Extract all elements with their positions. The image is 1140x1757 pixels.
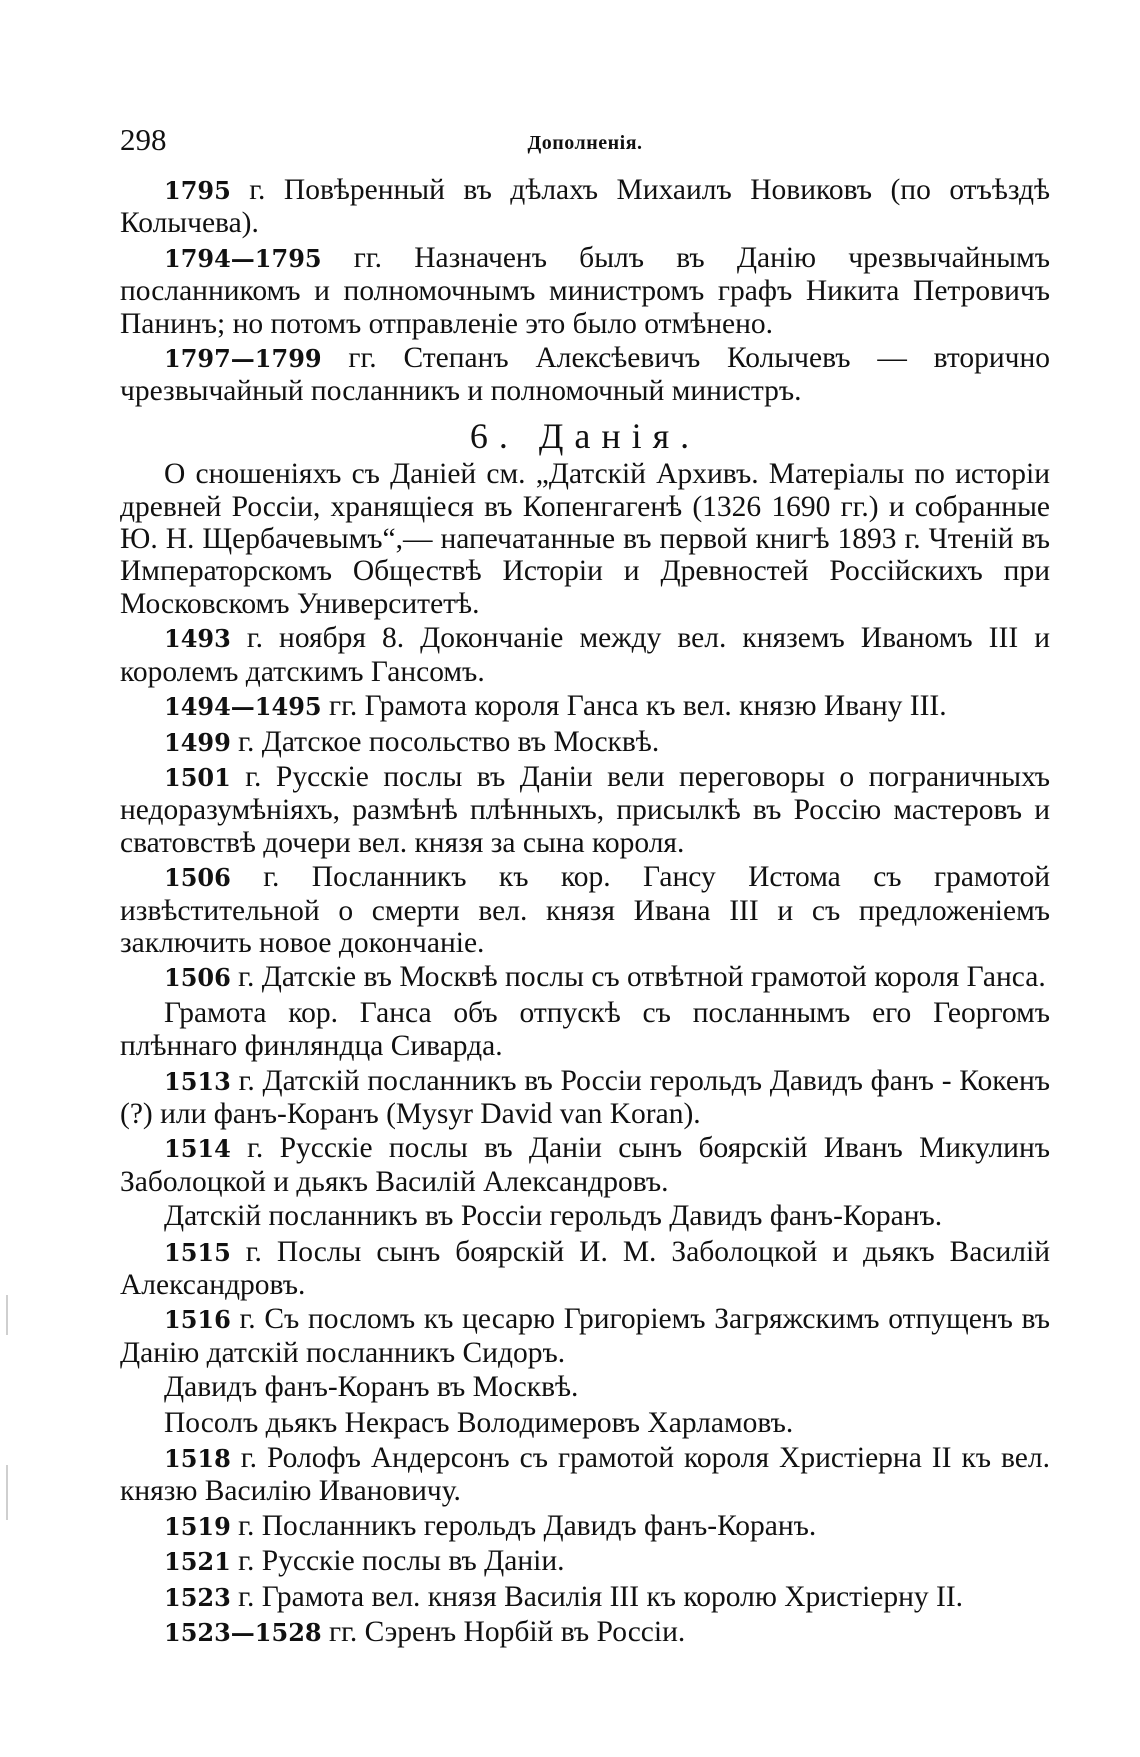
entry <box>120 861 1050 959</box>
entry <box>120 1581 1050 1614</box>
scan-edge-mark <box>6 1295 8 1335</box>
running-title: Дополненія. <box>527 132 643 154</box>
entry-text: Датскій посланникъ въ Россіи герольдъ Давидъ фанъ-Коранъ. <box>164 1200 943 1233</box>
year: 1499 <box>164 727 231 757</box>
entry <box>120 1371 1050 1404</box>
paragraph-text: г. Повѣренный въ дѣлахъ Михаилъ Новиковъ (по отъѣздѣ Колычева). <box>120 174 1050 240</box>
paragraph-text: гг. Степанъ Алексѣевичъ Колычевъ — вторично чрезвычайный посланникъ и полномочный министръ. <box>120 342 1050 408</box>
paragraph <box>120 342 1050 408</box>
entry-text: г. Съ посломъ къ цесарю Григоріемъ Загряжскимъ отпущенъ въ Данію датскій посланникъ Сидоръ. <box>120 1303 1050 1369</box>
year: 1513 <box>164 1066 231 1096</box>
entry-text: г. ноября 8. Докончаніе между вел. княземъ Иваномъ III и королемъ датскимъ Гансомъ. <box>120 622 1050 688</box>
page-number: 298 <box>120 122 167 157</box>
entry <box>120 726 1050 759</box>
entry <box>120 622 1050 688</box>
year: 1523—1528 <box>164 1618 322 1648</box>
year: 1501 <box>164 762 231 792</box>
section-intro: О сношеніяхъ съ Даніей см. „Датскій Архивъ. Матеріалы по исторіи древней Россіи, хранящіеся въ Копенгагенѣ (1326 1690 гг.) и собранные Ю. Н. Щербачевымъ“,— напечатанные въ первой книгѣ 1893 г. Чтеній въ Императорскомъ Обществѣ Исторіи и Древностей Россійскихъ при Московскомъ Университетѣ. <box>120 458 1050 620</box>
page-header <box>120 122 1050 162</box>
entry <box>120 1407 1050 1440</box>
entry-text: гг. Грамота короля Ганса къ вел. князю Ивану III. <box>321 690 947 723</box>
year: 1794—1795 <box>164 243 322 273</box>
entry <box>120 1132 1050 1198</box>
entry-text: г. Посланникъ герольдъ Давидъ фанъ-Коранъ. <box>230 1509 817 1542</box>
year: 1506 <box>164 963 231 993</box>
entry <box>120 961 1050 994</box>
year: 1795 <box>164 176 231 205</box>
entry <box>120 1236 1050 1302</box>
entry-text: г. Грамота вел. князя Василія III къ королю Христіерну II. <box>230 1580 964 1613</box>
entry <box>120 1303 1050 1369</box>
entry-text: г. Ролофъ Андерсонъ съ грамотой короля Христіерна II къ вел. князю Василію Ивановичу. <box>120 1442 1050 1508</box>
entry-text: Грамота кор. Ганса объ отпускѣ съ посланнымъ его Георгомъ плѣннаго финляндца Сиварда. <box>120 996 1050 1063</box>
year: 1493 <box>164 624 231 654</box>
entry <box>120 1545 1050 1578</box>
year: 1797—1799 <box>164 344 322 374</box>
year: 1518 <box>164 1444 231 1474</box>
entry-text: г. Послы сынъ боярскій И. М. Заболоцкой и дьякъ Василій Александровъ. <box>120 1235 1050 1301</box>
year: 1494—1495 <box>164 692 322 722</box>
entry-text: Давидъ фанъ-Коранъ въ Москвѣ. <box>164 1371 579 1404</box>
entry-text: г. Русскіе послы въ Даніи вели переговоры о пограничныхъ недоразумѣніяхъ, размѣнѣ плѣнныхъ, присылкѣ въ Россію мастеровъ и сватовствѣ дочери вел. князя за сына короля. <box>120 760 1050 859</box>
entry-text: г. Датское посольство въ Москвѣ. <box>230 725 660 758</box>
entry-text: г. Русскіе послы въ Даніи сынъ боярскій Иванъ Микулинъ Заболоцкой и дьякъ Василій Александровъ. <box>120 1132 1050 1198</box>
year: 1523 <box>164 1582 231 1612</box>
page-body <box>120 174 1050 1649</box>
entry <box>120 761 1050 859</box>
entry-text: г. Датскіе въ Москвѣ послы съ отвѣтной грамотой короля Ганса. <box>230 961 1046 994</box>
section-title: 6. Данія. <box>469 415 701 456</box>
entry-text: Посолъ дьякъ Некрасъ Володимеровъ Харламовъ. <box>164 1406 794 1439</box>
entry-text: г. Русскіе послы въ Даніи. <box>230 1545 565 1578</box>
year: 1514 <box>164 1134 231 1164</box>
paragraph <box>120 174 1050 240</box>
entry-text: г. Датскій посланникъ въ Россіи герольдъ Давидъ фанъ - Кокенъ (?) или фанъ-Коранъ (Mysyr David van Koran). <box>120 1064 1050 1130</box>
year: 1516 <box>164 1305 231 1335</box>
year: 1521 <box>164 1547 231 1577</box>
entry <box>120 690 1050 723</box>
entry <box>120 1442 1050 1508</box>
entry <box>120 1616 1050 1649</box>
entry <box>120 1200 1050 1233</box>
year: 1506 <box>164 863 231 893</box>
entry-text: гг. Сэренъ Норбій въ Россіи. <box>321 1616 686 1649</box>
year: 1519 <box>164 1511 231 1541</box>
paragraph <box>120 242 1050 340</box>
entry <box>120 997 1050 1063</box>
entry <box>120 1065 1050 1131</box>
paragraph-text: гг. Назначенъ былъ въ Данію чрезвычайнымъ посланникомъ и полномочнымъ министромъ графъ Никита Петровичъ Панинъ; но потомъ отправленіе это было отмѣнено. <box>120 241 1050 340</box>
entry-text: г. Посланникъ къ кор. Гансу Истома съ грамотой извѣстительной о смерти вел. князя Ивана III и съ предложеніемъ заключить новое докончаніе. <box>120 861 1050 959</box>
year: 1515 <box>164 1237 231 1267</box>
scan-edge-mark <box>6 1465 8 1520</box>
entry <box>120 1510 1050 1543</box>
